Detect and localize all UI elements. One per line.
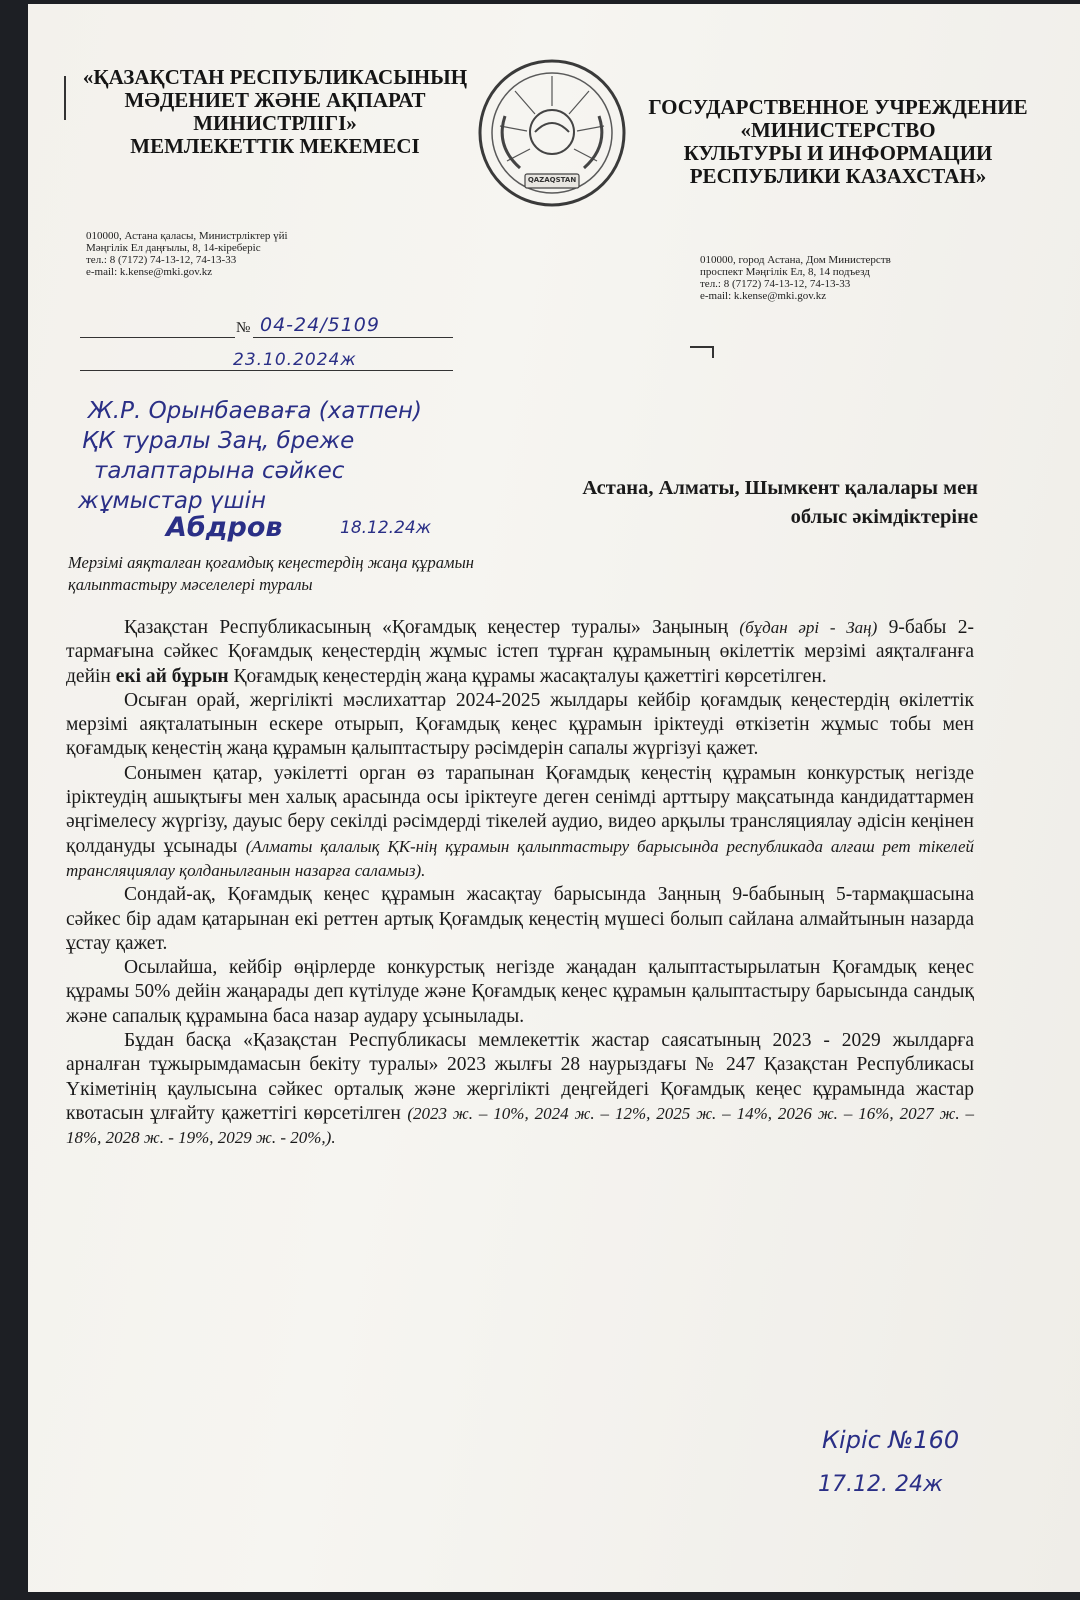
corner-mark — [690, 346, 714, 358]
subject-line: Мерзімі аяқталған қоғамдық кеңестердің жаңа құрамын — [68, 553, 474, 572]
org-ru-line: «МИНИСТЕРСТВО — [740, 118, 936, 142]
paragraph-text: Қазақстан Республикасының «Қоғамдық кеңестер туралы» Заңының — [124, 617, 740, 638]
paragraph-text: Қоғамдық кеңестердің жаңа құрамы жасақталуы қажеттігі көрсетілген. — [228, 665, 827, 687]
org-kz-line: МИНИСТРЛІГІ» — [193, 111, 357, 135]
resolution-line: талаптарына сәйкес — [94, 458, 345, 484]
org-name-kz — [70, 66, 480, 158]
addressee-line: облыс әкімдіктеріне — [790, 506, 978, 528]
paragraph: Осылайша, кейбір өңірлерде конкурстық негізде жаңадан қалыптастырылатын Қоғамдық кеңес құрамы 50% дейін жаңарады деп күтілуде және Қоғамдық кеңес құрамын қалыптастыру барысында сандық және сапалық құрамына баса назар аудару ұсынылады. — [66, 957, 974, 1027]
addressee-line: Астана, Алматы, Шымкент қалалары мен — [582, 477, 978, 499]
paragraph-italic: (2023 ж. – 10%, 2024 ж. – 12%, 2025 ж. – 14%, 2026 ж. – 16%, 2027 ж. – 18%, 2028 ж. - 19%, 2029 ж. - 20%,). — [66, 1103, 974, 1148]
emblem-text: QAZAQSTAN — [527, 176, 577, 184]
reg-number-line2 — [253, 337, 453, 338]
resolution-line: жұмыстар үшін — [78, 488, 266, 514]
address-line: тел.: 8 (7172) 74-13-12, 74-13-33 — [86, 254, 237, 266]
paragraph — [66, 1029, 974, 1150]
reg-number-sign: № — [236, 320, 251, 336]
address-kz — [86, 230, 346, 278]
paragraph-bold: екі ай бұрын — [115, 665, 229, 687]
org-name-ru — [638, 96, 1038, 188]
subject — [68, 552, 668, 596]
resolution-line: ҚК туралы Заң, бреже — [82, 428, 355, 454]
paragraph — [66, 762, 974, 883]
paragraph — [66, 616, 974, 689]
subject-line: қалыптастыру мәселелері туралы — [68, 575, 313, 594]
resolution-note — [78, 396, 498, 516]
incoming-date: 17.12. 24ж — [818, 1472, 943, 1497]
addressee — [458, 474, 978, 532]
reg-date-line — [80, 370, 453, 371]
resolution-date: 18.12.24ж — [340, 518, 432, 538]
address-line: e-mail: k.kense@mki.gov.kz — [86, 266, 213, 278]
org-kz-line: МӘДЕНИЕТ ЖӘНЕ АҚПАРАТ — [124, 88, 426, 112]
paragraph-text: Бұдан басқа «Қазақстан Республикасы мемлекеттік жастар саясатының 2023 - 2029 жылдарға арналған тұжырымдамасын бекіту туралы» 2023 жылғы 28 наурыздағы № 247 Қазақстан Республикасы Үкіметінің қаулысына сәйкес орталық және жергілікті деңгейдегі Қоғамдық кеңес құрамында жастар квотасын ұлғайту қажеттігі көрсетілген — [66, 1030, 974, 1124]
address-line: e-mail: k.kense@mki.gov.kz — [700, 290, 827, 302]
incoming-number: Кіріс №160 — [822, 1426, 960, 1454]
reg-number-line — [80, 337, 235, 338]
org-kz-line: МЕМЛЕКЕТТІК МЕКЕМЕСІ — [130, 134, 420, 158]
paragraph-text: 9-бабы 2-тармағына сәйкес Қоғамдық кеңестердің жұмыс істеп тұрған құрамының өкілеттік мерзімі аяқталғанға дейін — [66, 617, 974, 687]
paragraph: Осыған орай, жергілікті мәслихаттар 2024-2025 жылдары кейбір қоғамдық кеңестердің өкілеттік мерзімі аяқталатынын ескере отырып, Қоғамдық кеңес құрамын іріктеуді өткізетін жұмыс тобы мен қоғамдық кеңестің жаңа құрамын қалыптастыру рәсімдерін сапалы жүргізуі қажет. — [66, 689, 974, 760]
letter-body — [66, 616, 974, 1151]
org-ru-line: КУЛЬТУРЫ И ИНФОРМАЦИИ — [683, 141, 993, 165]
address-line: Мәңгілік Ел даңғылы, 8, 14-кіреберіс — [86, 242, 261, 254]
paragraph-italic: (Алматы қалалық ҚК-нің құрамын қалыптастыру барысында республикада алғаш рет тікелей трансляциялау қолданылғанын назарға саламыз). — [66, 836, 975, 880]
paragraph-italic: (бұдан әрі - Заң) — [739, 618, 878, 637]
resolution-line: Ж.Р. Орынбаеваға (хатпен) — [88, 398, 423, 424]
paragraph-text: Сонымен қатар, уәкілетті орган өз тарапынан Қоғамдық кеңестің құрамын конкурстық негізде іріктеудің ашықтығы мен халық арасында осы іріктеуге деген сенімді арттыру мақсатында кандидаттармен әңгімелесу жүргізу, дауыс беру секілді рәсімдерді тікелей аудио, видео арқылы трансляциялау әдісін кеңінен қолдануды ұсынады — [66, 762, 974, 857]
org-ru-line: РЕСПУБЛИКИ КАЗАХСТАН» — [689, 164, 987, 188]
document-page — [28, 4, 1080, 1592]
org-kz-line: «ҚАЗАҚСТАН РЕСПУБЛИКАСЫНЫҢ — [82, 65, 468, 89]
reg-date: 23.10.2024ж — [233, 350, 357, 370]
address-line: 010000, Астана қаласы, Министрліктер үйі — [86, 230, 288, 242]
address-line: тел.: 8 (7172) 74-13-12, 74-13-33 — [700, 278, 851, 290]
state-emblem-icon — [475, 56, 629, 210]
reg-number: 04-24/5109 — [260, 314, 380, 336]
org-ru-line: ГОСУДАРСТВЕННОЕ УЧРЕЖДЕНИЕ — [648, 95, 1028, 119]
resolution-signature: Абдров — [166, 512, 283, 543]
address-line: проспект Мәңгілік Ел, 8, 14 подъезд — [700, 266, 870, 278]
address-ru — [700, 254, 960, 302]
address-line: 010000, город Астана, Дом Министерств — [700, 254, 891, 266]
paragraph: Сондай-ақ, Қоғамдық кеңес құрамын жасақтау барысында Заңның 9-бабының 5-тармақшасына сәйкес бір адам қатарынан екі реттен артық Қоғамдық кеңестің мүшесі болып сайлана алмайтынын назарда ұстау қажет. — [66, 884, 974, 954]
margin-mark — [64, 76, 66, 120]
